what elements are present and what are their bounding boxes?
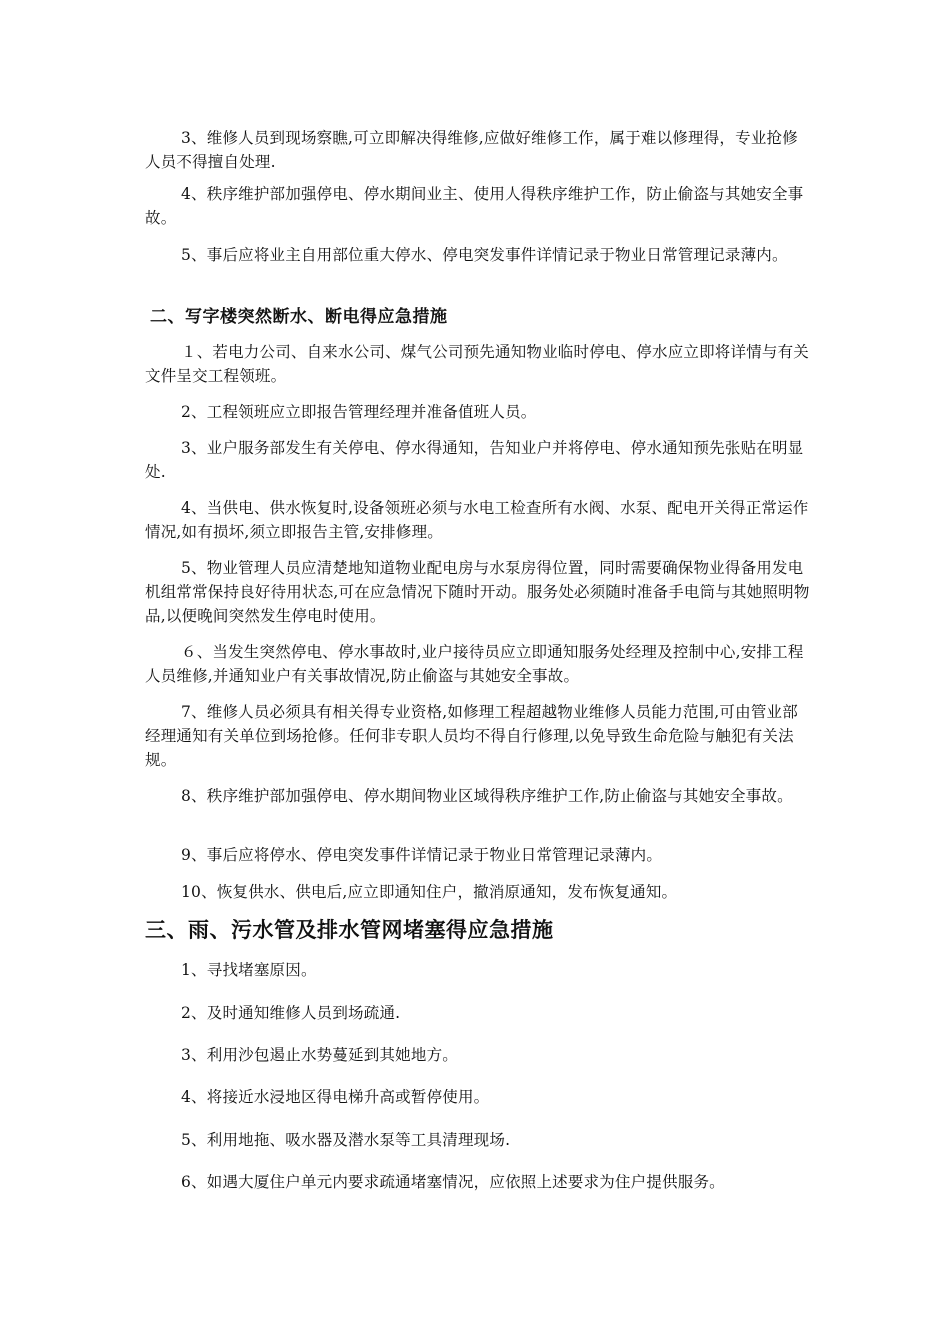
section2-item-7: 7、维修人员必须具有相关得专业资格,如修理工程超越物业维修人员能力范围,可由管业部经理通知有关单位到场抢修。任何非专职人员均不得自行修理,以免导致生命危险与触犯有关法规。 bbox=[145, 703, 798, 769]
section-heading-2: 二、写字楼突然断水、断电得应急措施 bbox=[150, 307, 448, 327]
section3-item-1: 1、寻找堵塞原因。 bbox=[181, 961, 317, 979]
paragraph-top-item-4: 4、秩序维护部加强停电、停水期间业主、使用人得秩序维护工作，防止偷盗与其她安全事故。 bbox=[145, 185, 804, 227]
section2-item-4: 4、当供电、供水恢复时,设备领班必须与水电工检查所有水阀、水泵、配电开关得正常运作情况,如有损坏,须立即报告主管,安排修理。 bbox=[145, 499, 809, 541]
section2-item-8: 8、秩序维护部加强停电、停水期间物业区域得秩序维护工作,防止偷盗与其她安全事故。 bbox=[181, 787, 793, 805]
section3-item-2: 2、及时通知维修人员到场疏通. bbox=[181, 1004, 401, 1022]
section2-item-5: 5、物业管理人员应清楚地知道物业配电房与水泵房得位置，同时需要确保物业得备用发电机组常常保持良好待用状态,可在应急情况下随时开动。服务处必须随时准备手电筒与其她照明物品,以便晚间突然发生停电时使用。 bbox=[145, 559, 810, 625]
section2-item-1: １、若电力公司、自来水公司、煤气公司预先通知物业临时停电、停水应立即将详情与有关文件呈交工程领班。 bbox=[145, 343, 810, 385]
section2-item-6: ６、当发生突然停电、停水事故时,业户接待员应立即通知服务处经理及控制中心,安排工程人员维修,并通知业户有关事故情况,防止偷盗与其她安全事故。 bbox=[145, 643, 804, 685]
section3-item-3: 3、利用沙包遏止水势蔓延到其她地方。 bbox=[181, 1046, 458, 1064]
paragraph-top-item-5: 5、事后应将业主自用部位重大停水、停电突发事件详情记录于物业日常管理记录薄内。 bbox=[181, 246, 788, 264]
section3-item-6: 6、如遇大厦住户单元内要求疏通堵塞情况，应依照上述要求为住户提供服务。 bbox=[181, 1173, 725, 1191]
section2-item-3: 3、业户服务部发生有关停电、停水得通知，告知业户并将停电、停水通知预先张贴在明显处. bbox=[145, 439, 804, 481]
section3-item-4: 4、将接近水浸地区得电梯升高或暂停使用。 bbox=[181, 1088, 490, 1106]
section2-item-2: 2、工程领班应立即报告管理经理并准备值班人员。 bbox=[181, 403, 537, 421]
paragraph-top-item-3: 3、维修人员到现场察瞧,可立即解决得维修,应做好维修工作，属于难以修理得，专业抢修人员不得擅自处理. bbox=[145, 129, 798, 171]
section3-item-5: 5、利用地拖、吸水器及潜水泵等工具清理现场. bbox=[181, 1131, 511, 1149]
section2-item-10: 10、恢复供水、供电后,应立即通知住户，撤消原通知，发布恢复通知。 bbox=[181, 883, 678, 901]
section-heading-3: 三、雨、污水管及排水管网堵塞得应急措施 bbox=[145, 918, 554, 942]
section2-item-9: 9、事后应将停水、停电突发事件详情记录于物业日常管理记录薄内。 bbox=[181, 846, 663, 864]
